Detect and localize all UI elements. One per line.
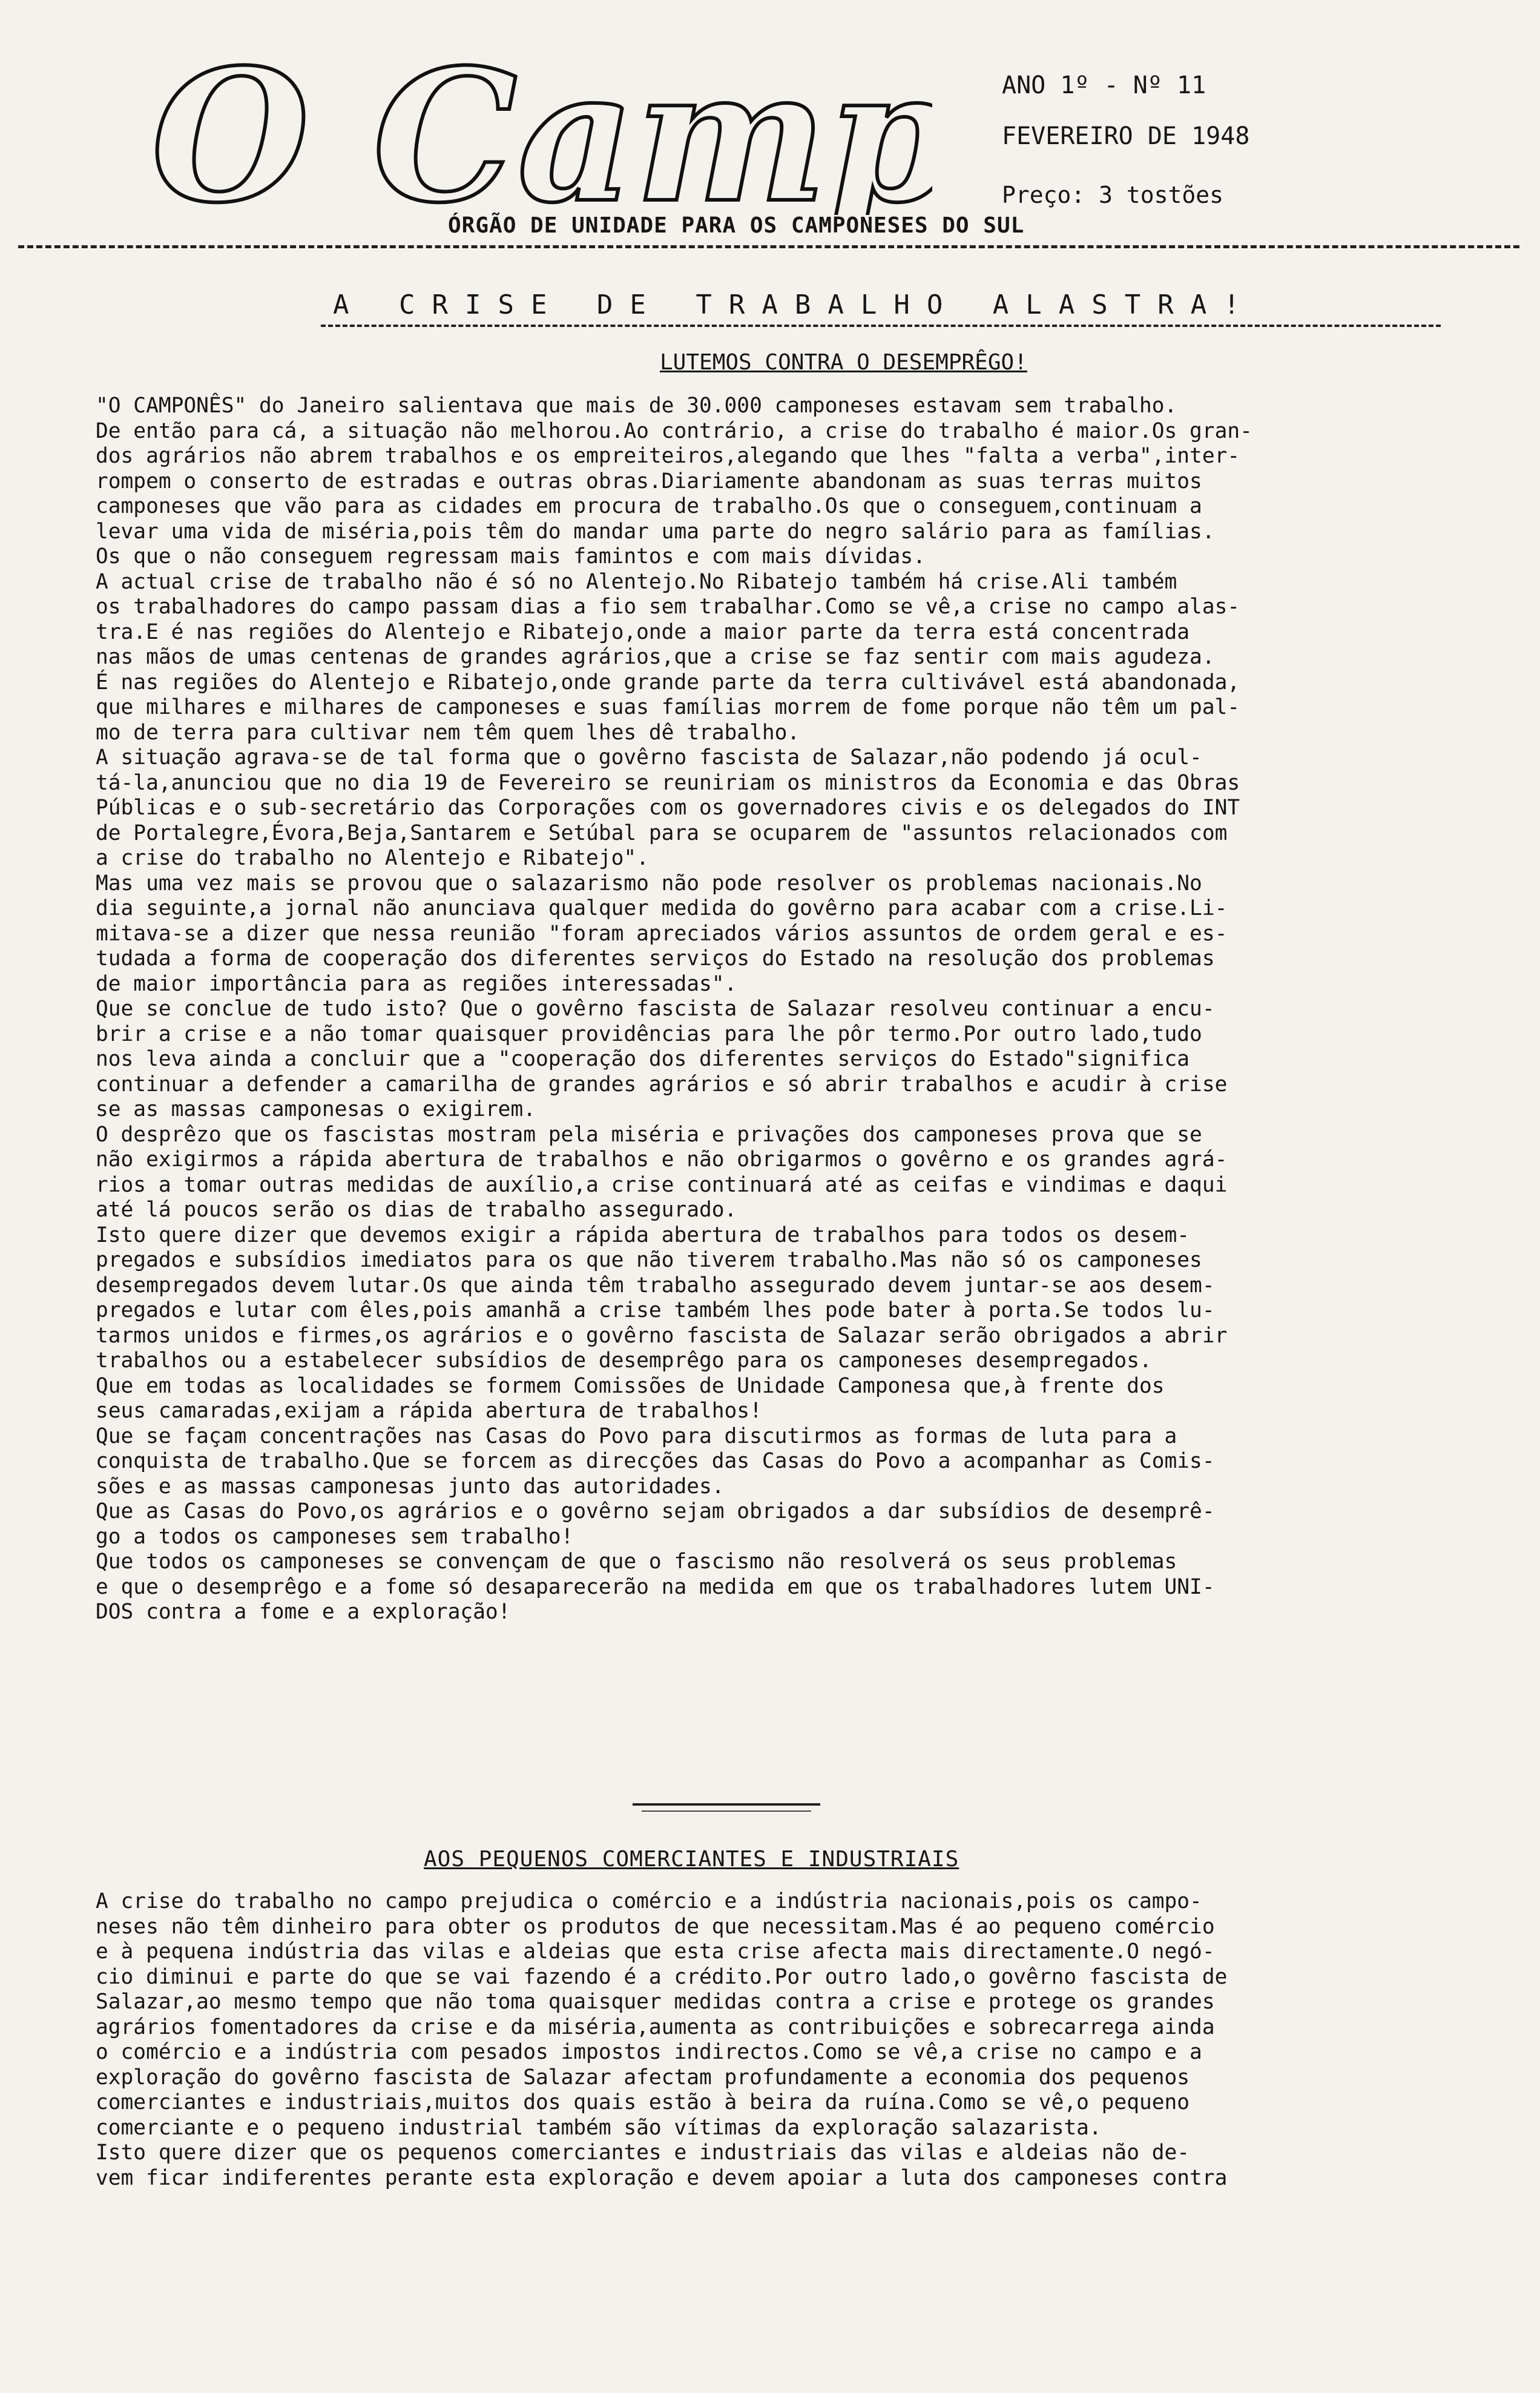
section-title: AOS PEQUENOS COMERCIANTES E INDUSTRIAIS [424, 1847, 959, 1872]
text-line: dia seguinte,a jornal não anunciava qualquer medida do govêrno para acabar com a crise.Li- [96, 896, 1228, 920]
text-line: Que se façam concentrações nas Casas do Povo para discutirmos as formas de luta para a [96, 1424, 1177, 1448]
masthead-logo [145, 58, 932, 215]
text-line: levar uma vida de miséria,pois têm do mandar uma parte do negro salário para as famílias. [96, 519, 1215, 544]
text-line: DOS contra a fome e a exploração! [96, 1600, 511, 1624]
text-line: É nas regiões do Alentejo e Ribatejo,onde grande parte da terra cultivável está abandonada, [96, 670, 1240, 695]
text-line: Mas uma vez mais se provou que o salazarismo não pode resolver os problemas nacionais.No [96, 871, 1202, 896]
text-line: sões e as massas camponesas junto das autoridades. [96, 1474, 725, 1499]
text-line: não exigirmos a rápida abertura de trabalhos e não obrigarmos o govêrno e os grandes agrá- [96, 1147, 1228, 1172]
text-line: Os que o não conseguem regressam mais famintos e com mais dívidas. [96, 544, 926, 569]
text-line: nas mãos de umas centenas de grandes agrários,que a crise se faz sentir com mais agudeza. [96, 645, 1215, 669]
text-line: desempregados devem lutar.Os que ainda têm trabalho assegurado devem juntar-se aos desem- [96, 1273, 1215, 1298]
headline-underline [321, 325, 1441, 327]
text-line: Que as Casas do Povo,os agrários e o govêrno sejam obrigados a dar subsídios de desemprê- [96, 1499, 1215, 1523]
text-line: Que todos os camponeses se convençam de que o fascismo não resolverá os seus problemas [96, 1550, 1177, 1574]
article-headline: A CRISE DE TRABALHO ALASTRA! [333, 289, 1257, 320]
text-line: continuar a defender a camarilha de grandes agrários e só abrir trabalhos e acudir à crise [96, 1072, 1228, 1097]
text-line: seus camaradas,exijam a rápida abertura de trabalhos! [96, 1399, 762, 1423]
text-line: exploração do govêrno fascista de Salazar afectam profundamente a economia dos pequenos [96, 2065, 1190, 2090]
text-line: tra.E é nas regiões do Alentejo e Ribatejo,onde a maior parte da terra está concentrada [96, 619, 1190, 644]
text-line: A crise do trabalho no campo prejudica o comércio e a indústria nacionais,pois os campo- [96, 1889, 1202, 1913]
section-body [96, 1889, 1452, 2191]
text-line: mo de terra para cultivar nem têm quem lhes dê trabalho. [96, 720, 800, 745]
masthead-divider [18, 245, 1519, 248]
text-line: tá-la,anunciou que no dia 19 de Fevereiro se reuniriam os ministros da Economia e das Obras [96, 770, 1240, 795]
text-line: "O CAMPONÊS" do Janeiro salientava que mais de 30.000 camponeses estavam sem trabalho. [96, 394, 1177, 418]
text-line: conquista de trabalho.Que se forcem as direcções das Casas do Povo a acompanhar as Comis- [96, 1449, 1215, 1473]
text-line: nos leva ainda a concluir que a "cooperação dos diferentes serviços do Estado"significa [96, 1047, 1190, 1071]
issue-number: ANO 1º - Nº 11 [1002, 71, 1206, 99]
text-line: comerciantes e industriais,muitos dos quais estão à beira da ruína.Como se vê,o pequeno [96, 2090, 1190, 2114]
masthead-subtitle: ÓRGÃO DE UNIDADE PARA OS CAMPONESES DO SUL [448, 213, 1025, 238]
text-line: Que se conclue de tudo isto? Que o govêrno fascista de Salazar resolveu continuar a encu- [96, 997, 1215, 1021]
text-line: mitava-se a dizer que nessa reunião "foram apreciados vários assuntos de ordem geral e es- [96, 921, 1228, 946]
text-line: O desprêzo que os fascistas mostram pela miséria e privações dos camponeses prova que se [96, 1122, 1202, 1147]
text-line: go a todos os camponeses sem trabalho! [96, 1524, 574, 1549]
section-divider [633, 1803, 820, 1806]
article-subheadline: LUTEMOS CONTRA O DESEMPRÊGO! [660, 350, 1027, 375]
issue-date: FEVEREIRO DE 1948 [1002, 122, 1250, 150]
text-line: comerciante e o pequeno industrial também são vítimas da exploração salazarista. [96, 2115, 1102, 2140]
text-line: Isto quere dizer que devemos exigir a rápida abertura de trabalhos para todos os desem- [96, 1223, 1190, 1247]
text-line: e à pequena indústria das vilas e aldeias que esta crise afecta mais directamente.O negó- [96, 1939, 1215, 1964]
text-line: camponeses que vão para as cidades em procura de trabalho.Os que o conseguem,continuam a [96, 494, 1202, 518]
text-line: rompem o conserto de estradas e outras obras.Diariamente abandonam as suas terras muitos [96, 469, 1202, 493]
text-line: de Portalegre,Évora,Beja,Santarem e Setúbal para se ocuparem de "assuntos relacionados com [96, 820, 1228, 845]
text-line: se as massas camponesas o exigirem. [96, 1097, 536, 1121]
text-line: trabalhos ou a estabelecer subsídios de desemprêgo para os camponeses desempregados. [96, 1348, 1152, 1373]
text-line: o comércio e a indústria com pesados impostos indirectos.Como se vê,a crise no campo e a [96, 2040, 1202, 2064]
issue-price: Preço: 3 tostões [1002, 182, 1224, 208]
text-line: os trabalhadores do campo passam dias a fio sem trabalhar.Como se vê,a crise no campo alas- [96, 595, 1240, 619]
logo-wordmark [145, 58, 932, 215]
text-line: tudada a forma de cooperação dos diferentes serviços do Estado na resolução dos problemas [96, 946, 1215, 971]
text-line: cio diminui e parte do que se vai fazendo é a crédito.Por outro lado,o govêrno fascista de [96, 1964, 1228, 1989]
text-line: tarmos unidos e firmes,os agrários e o govêrno fascista de Salazar serão obrigados a abrir [96, 1323, 1228, 1348]
text-line: pregados e lutar com êles,pois amanhã a crise também lhes pode bater à porta.Se todos lu- [96, 1298, 1215, 1322]
logo-text: O Camp [151, 58, 932, 215]
text-line: A situação agrava-se de tal forma que o govêrno fascista de Salazar,não podendo já ocul- [96, 745, 1202, 770]
text-line: de maior importância para as regiões interessadas". [96, 971, 737, 996]
text-line: e que o desemprêgo e a fome só desaparecerão na medida em que os trabalhadores lutem UNI- [96, 1574, 1215, 1599]
text-line: De então para cá, a situação não melhorou.Ao contrário, a crise do trabalho é maior.Os gran- [96, 418, 1252, 443]
text-line: vem ficar indiferentes perante esta exploração e devem apoiar a luta dos camponeses contra [96, 2165, 1228, 2190]
text-line: que milhares e milhares de camponeses e suas famílias morrem de fome porque não têm um pal- [96, 695, 1240, 719]
text-line: até lá poucos serão os dias de trabalho assegurado. [96, 1198, 737, 1222]
text-line: Salazar,ao mesmo tempo que não toma quaisquer medidas contra a crise e protege os grandes [96, 1990, 1215, 2014]
text-line: Que em todas as localidades se formem Comissões de Unidade Camponesa que,à frente dos [96, 1373, 1165, 1398]
text-line: A actual crise de trabalho não é só no Alentejo.No Ribatejo também há crise.Ali também [96, 569, 1177, 594]
text-line: brir a crise e a não tomar quaisquer providências para lhe pôr termo.Por outro lado,tudo [96, 1022, 1202, 1046]
article-body [96, 394, 1452, 1625]
text-line: rios a tomar outras medidas de auxílio,a crise continuará até as ceifas e vindimas e daqui [96, 1172, 1228, 1197]
text-line: neses não têm dinheiro para obter os produtos de que necessitam.Mas é ao pequeno comércio [96, 1914, 1215, 1939]
text-line: a crise do trabalho no Alentejo e Ribatejo". [96, 846, 649, 870]
text-line: pregados e subsídios imediatos para os que não tiverem trabalho.Mas não só os camponeses [96, 1248, 1202, 1272]
section-divider-secondary [642, 1810, 811, 1812]
text-line: Isto quere dizer que os pequenos comerciantes e industriais das vilas e aldeias não de- [96, 2140, 1190, 2165]
text-line: Públicas e o sub-secretário das Corporações com os governadores civis e os delegados do INT [96, 796, 1240, 820]
text-line: agrários fomentadores da crise e da miséria,aumenta as contribuições e sobrecarrega ainda [96, 2015, 1215, 2039]
text-line: dos agrários não abrem trabalhos e os empreiteiros,alegando que lhes "falta a verba",inter- [96, 444, 1240, 468]
